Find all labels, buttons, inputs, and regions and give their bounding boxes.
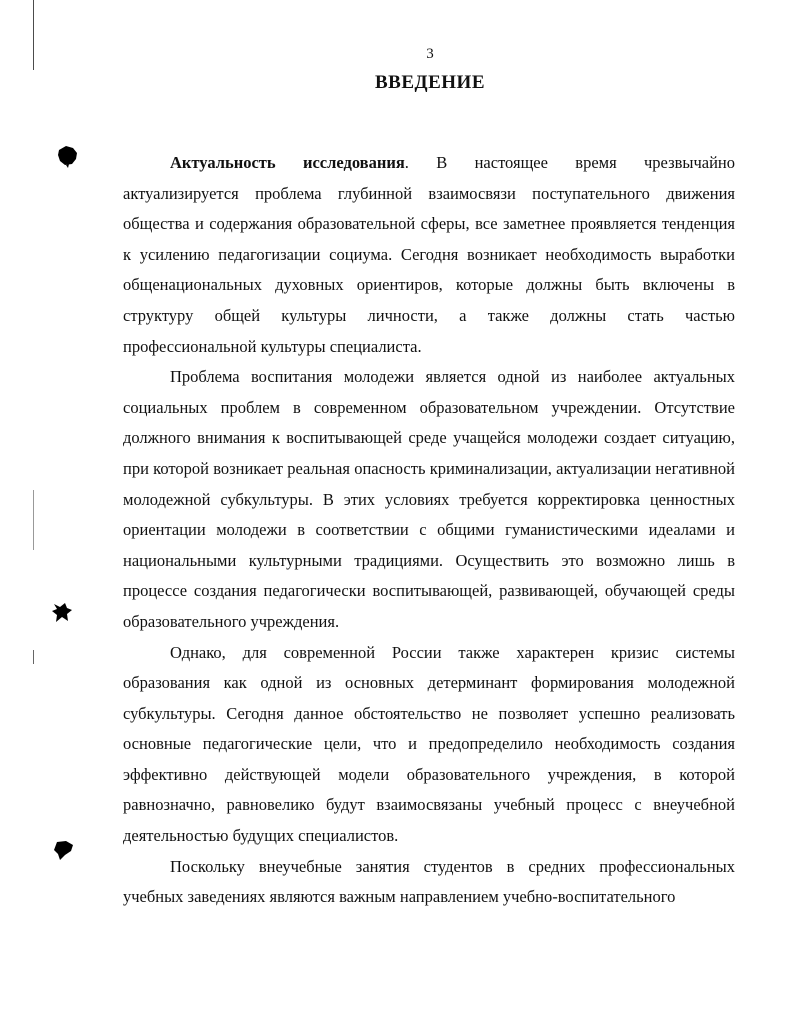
- paragraph-extracurricular: Поскольку внеучебные занятия студентов в средних профессиональных учебных заведениях являются важным направлением учебно-воспитательного: [123, 856, 735, 907]
- page-number: 3: [426, 46, 434, 62]
- punch-hole-mark-1: [56, 144, 80, 168]
- page-title: ВВЕДЕНИЕ: [375, 72, 485, 93]
- paragraph-text: . В настоящее время чрезвычайно актуализируется проблема глубинной взаимосвязи поступательного движения общества и содержания образовательной сферы, все заметнее проявляется тенденция к усилению педагогизации социума. Сегодня возникает необходимость выработки общенациональных духовных ориентиров, которые должны быть включены в структуру общей культуры личности, а также должны стать частью профессиональной культуры специалиста.: [123, 153, 736, 356]
- punch-hole-mark-2: [50, 601, 74, 625]
- scan-edge-line: [33, 650, 34, 664]
- punch-hole-mark-3: [52, 838, 76, 862]
- document-body: [123, 148, 735, 913]
- paragraph-education-crisis: Однако, для современной России также характерен кризис системы образования как одной из основных детерминант формирования молодежной субкультуры. Сегодня данное обстоятельство не позволяет успешно реализовать основные педагогические цели, что и предопределило необходимость создания эффективно действующей модели образовательного учреждения, в которой равнозначно, равновелико будут взаимосвязаны учебный процесс с внеучебной деятельностью будущих специалистов.: [123, 642, 735, 846]
- paragraph-relevance: [123, 148, 735, 362]
- scan-edge-line: [33, 490, 34, 550]
- paragraph-lead: Актуальность исследования: [170, 153, 405, 172]
- paragraph-upbringing-problem: Проблема воспитания молодежи является одной из наиболее актуальных социальных проблем в современном образовательном учреждении. Отсутствие должного внимания к воспитывающей среде учащейся молодежи создает ситуацию, при которой возникает реальная опасность криминализации, актуализации негативной молодежной субкультуры. В этих условиях требуется корректировка ценностных ориентации молодежи в соответствии с общими гуманистическими идеалами и национальными культурными традициями. Осуществить это возможно лишь в процессе создания педагогически воспитывающей, развивающей, обучающей среды образовательного учреждения.: [123, 367, 735, 631]
